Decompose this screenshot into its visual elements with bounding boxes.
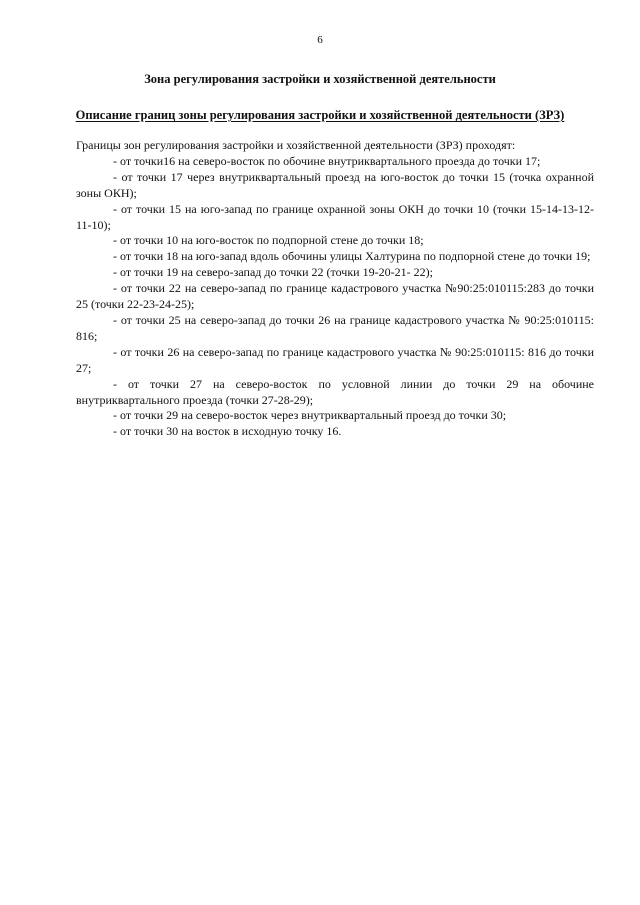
boundary-item: - от точки 18 на юго-запад вдоль обочины улицы Халтурина по подпорной стене до точки 19; xyxy=(113,249,591,264)
boundary-item: - от точки 15 на юго-запад по границе охранной зоны ОКН до точки 10 (точки 15-14-13-12-11-10); xyxy=(76,201,594,232)
boundary-item: - от точки 30 на восток в исходную точку 16. xyxy=(113,424,342,439)
boundary-item: - от точки 29 на северо-восток через внутриквартальный проезд до точки 30; xyxy=(113,408,507,423)
boundary-item: - от точки 25 на северо-запад до точки 26 на границе кадастрового участка № 90:25:010115: 816; xyxy=(76,312,594,343)
boundary-item: - от точки16 на северо-восток по обочине внутриквартального проезда до точки 17; xyxy=(113,153,541,168)
section-subtitle: Описание границ зоны регулирования застройки и хозяйственной деятельности (ЗРЗ) xyxy=(75,108,565,122)
boundary-item: - от точки 10 на юго-восток по подпорной стене до точки 18; xyxy=(113,233,424,248)
boundary-item: - от точки 22 на северо-запад по границе кадастрового участка №90:25:010115:283 до точки 25 (точки 22-23-24-25); xyxy=(76,281,594,312)
intro-paragraph: Границы зон регулирования застройки и хозяйственной деятельности (ЗРЗ) проходят: xyxy=(76,138,516,152)
document-title: Зона регулирования застройки и хозяйственной деятельности xyxy=(144,72,496,86)
boundary-item: - от точки 17 через внутриквартальный проезд на юго-восток до точки 15 (точка охранной зоны ОКН); xyxy=(76,169,594,200)
boundary-item: - от точки 19 на северо-запад до точки 22 (точки 19-20-21- 22); xyxy=(113,265,433,280)
page-number: 6 xyxy=(317,34,323,46)
boundary-description xyxy=(76,138,594,440)
boundary-item: - от точки 27 на северо-восток по условной линии до точки 29 на обочине внутриквартального проезда (точки 27-28-29); xyxy=(76,376,594,407)
boundary-item: - от точки 26 на северо-запад по границе кадастрового участка № 90:25:010115: 816 до точки 27; xyxy=(76,344,594,375)
